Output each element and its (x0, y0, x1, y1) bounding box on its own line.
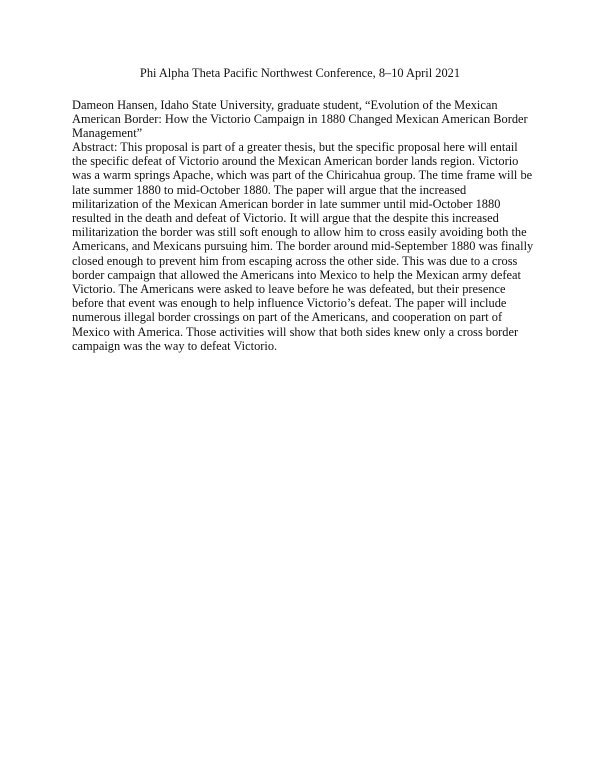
author-and-title: Dameon Hansen, Idaho State University, graduate student, “Evolution of the Mexican American Border: How the Victorio Campaign in 1880 Changed Mexican American Border Management” (72, 98, 528, 141)
conference-header: Phi Alpha Theta Pacific Northwest Conference, 8–10 April 2021 (139, 66, 461, 80)
abstract-paragraph: Abstract: This proposal is part of a greater thesis, but the specific proposal here will entail the specific defeat of Victorio around the Mexican American border lands region. Victorio was a warm springs Apache, which was part of the Chiricahua group. The time frame will be late summer 1880 to mid-October 1880. The paper will argue that the increased militarization of the Mexican American border in late summer until mid-October 1880 resulted in the death and defeat of Victorio. It will argue that the despite this increased militarization the border was still soft enough to allow him to cross easily avoiding both the Americans, and Mexicans pursuing him. The border around mid-September 1880 was finally closed enough to prevent him from escaping across the other side. This was due to a cross border campaign that allowed the Americans into Mexico to help the Mexican army defeat Victorio. The Americans were asked to leave before he was defeated, but their presence before that event was enough to help influence Victorio’s defeat. The paper will include numerous illegal border crossings on part of the Americans, and cooperation on part of Mexico with America. Those activities will show that both sides knew only a cross border campaign was the way to defeat Victorio. (72, 140, 534, 353)
